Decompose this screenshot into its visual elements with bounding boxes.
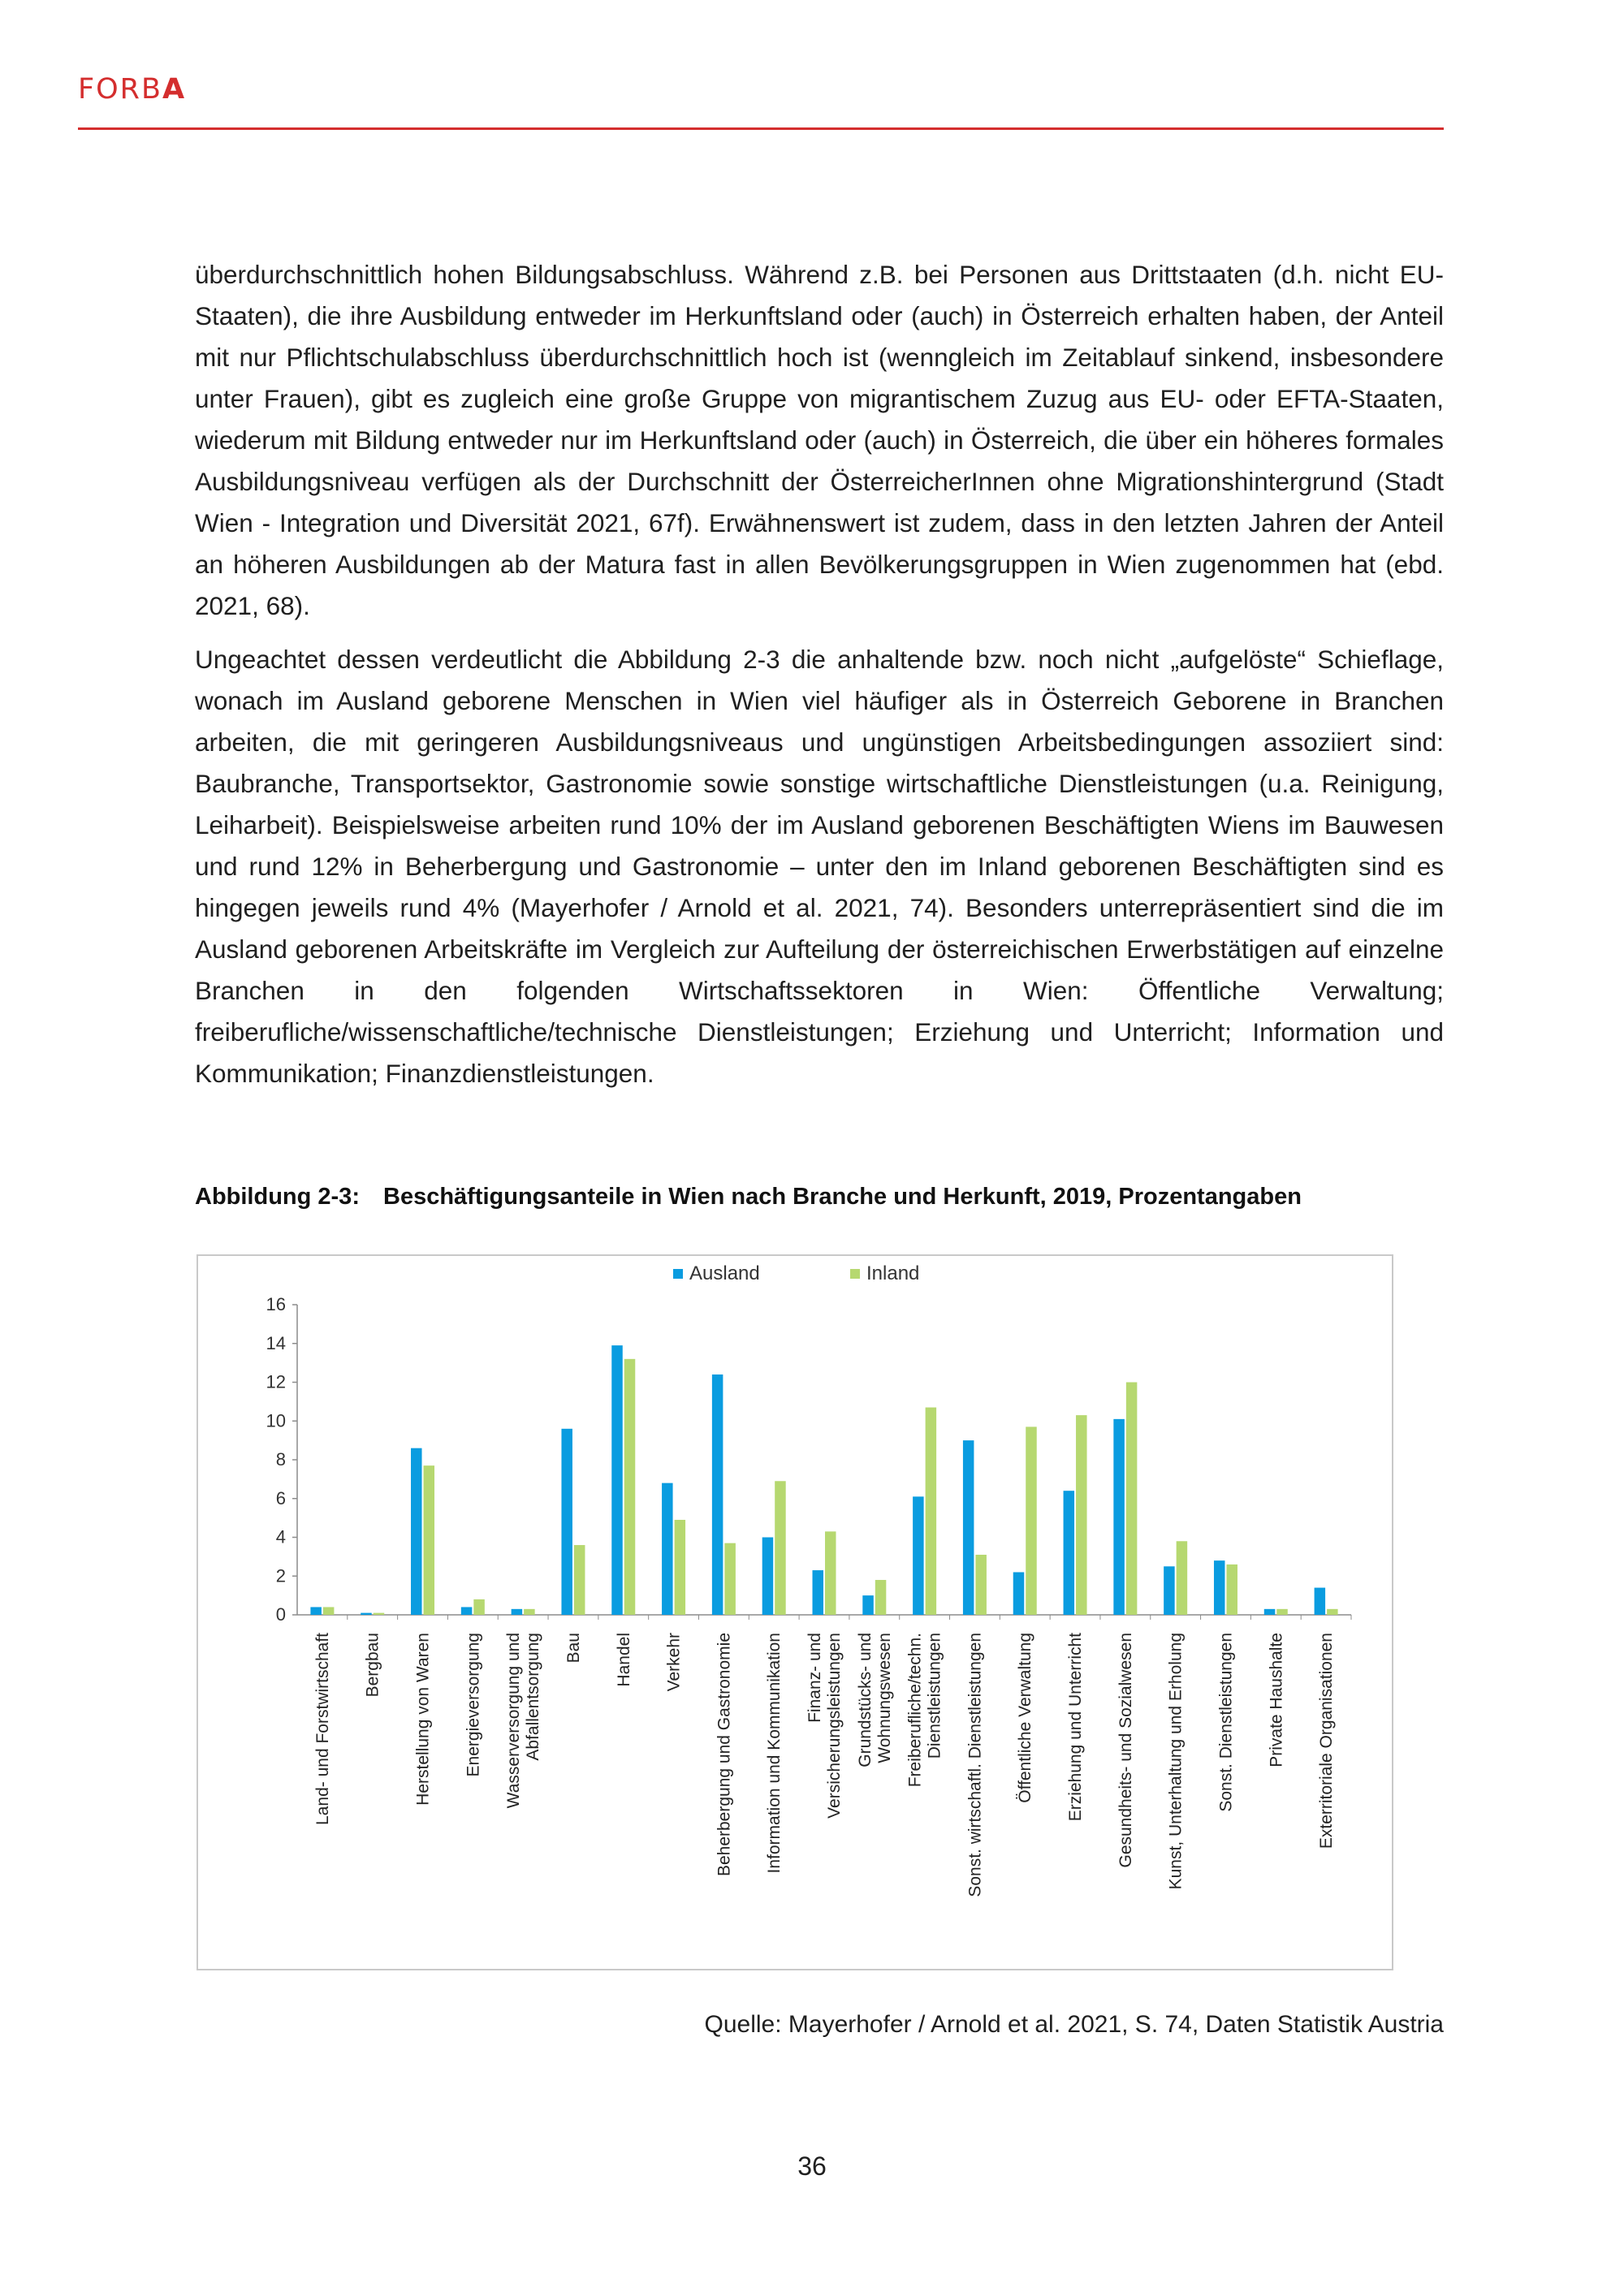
bar-inland (1076, 1415, 1087, 1615)
bar-ausland (512, 1609, 523, 1615)
bar-ausland (762, 1538, 774, 1616)
x-category-label: Wohnungswesen (875, 1633, 894, 1763)
bar-inland (424, 1465, 435, 1615)
x-category-label: Bau (564, 1633, 583, 1664)
x-category-label: Öffentliche Verwaltung (1016, 1633, 1035, 1803)
bar-ausland (461, 1607, 473, 1615)
x-category-label: Gesundheits- und Sozialwesen (1116, 1633, 1135, 1868)
bar-ausland (1214, 1560, 1225, 1615)
bar-ausland (361, 1613, 372, 1615)
bar-inland (724, 1543, 736, 1615)
bar-inland (825, 1531, 836, 1615)
x-category-label: Land- und Forstwirtschaft (313, 1633, 332, 1825)
bar-ausland (561, 1429, 572, 1615)
bar-ausland (1164, 1566, 1175, 1615)
bar-inland (1327, 1609, 1338, 1615)
x-category-label: Wasserversorgung und (504, 1633, 524, 1809)
x-category-label: Handel (614, 1633, 633, 1687)
bar-ausland (1264, 1609, 1276, 1615)
legend-label-ausland: Ausland (689, 1262, 760, 1284)
legend-label-inland: Inland (866, 1262, 920, 1284)
x-category-label: Verkehr (664, 1633, 684, 1692)
x-category-label: Freiberufliche/techn. (905, 1633, 925, 1788)
bar-ausland (662, 1483, 673, 1615)
bar-ausland (310, 1607, 322, 1615)
x-category-label: Exterritoriale Organisationen (1317, 1633, 1337, 1849)
x-category-label: Abfallentsorgung (524, 1633, 543, 1761)
y-tick-label: 2 (275, 1565, 286, 1586)
bar-inland (675, 1520, 686, 1615)
bar-inland (1177, 1541, 1188, 1615)
bar-inland (524, 1609, 535, 1615)
bar-ausland (1013, 1572, 1025, 1615)
figure-title: Beschäftigungsanteile in Wien nach Branche und Herkunft, 2019, Prozentangaben (383, 1184, 1302, 1210)
y-tick-label: 6 (275, 1487, 286, 1508)
bar-inland (323, 1607, 335, 1615)
page-number: 36 (797, 2151, 827, 2181)
legend-swatch-inland (850, 1269, 860, 1279)
bar-inland (473, 1599, 485, 1615)
forba-logo (78, 73, 186, 106)
y-tick-label: 10 (266, 1410, 286, 1431)
x-category-label: Kunst, Unterhaltung und Erholung (1166, 1633, 1186, 1890)
bar-inland (624, 1359, 636, 1615)
figure-source: Quelle: Mayerhofer / Arnold et al. 2021, S. 74, Daten Statistik Austria (704, 2011, 1444, 2038)
bar-inland (975, 1555, 987, 1615)
y-tick-label: 4 (275, 1526, 286, 1547)
x-category-label: Sonst. wirtschaftl. Dienstleistungen (965, 1633, 985, 1897)
bar-inland (374, 1613, 385, 1615)
bar-ausland (813, 1570, 824, 1615)
x-category-label: Grundstücks- und (855, 1633, 875, 1767)
x-category-label: Beherbergung und Gastronomie (715, 1633, 734, 1877)
bar-ausland (611, 1345, 623, 1615)
bar-chart (198, 1256, 1392, 1969)
y-tick-label: 0 (275, 1604, 286, 1625)
bar-ausland (1315, 1588, 1326, 1615)
x-category-label: Sonst. Dienstleistungen (1216, 1633, 1236, 1812)
x-category-label: Versicherungsleistungen (825, 1633, 844, 1819)
logo-text: FORB (78, 73, 163, 106)
bar-ausland (1113, 1419, 1125, 1615)
y-tick-label: 8 (275, 1449, 286, 1470)
header-divider (78, 127, 1444, 130)
bar-ausland (1064, 1491, 1075, 1615)
logo-accent-letter: A (162, 73, 187, 106)
legend-swatch-ausland (673, 1269, 683, 1279)
bar-ausland (963, 1440, 974, 1615)
x-category-label: Erziehung und Unterricht (1066, 1633, 1086, 1822)
bar-ausland (411, 1448, 422, 1615)
body-paragraph-2: Ungeachtet dessen verdeutlicht die Abbildung 2-3 die anhaltende bzw. noch nicht „aufgelöste“ Schieflage, wonach im Ausland geborene Menschen in Wien viel häufiger als in Österreich Geborene in Branchen arbeiten, die mit geringeren Ausbildungsniveaus und ungünstigen Arbeitsbedingungen assoziiert sind: Baubranche, Transportsektor, Gastronomie sowie sonstige wirtschaftliche Dienstleistungen (u.a. Reinigung, Leiharbeit). Beispielsweise arbeiten rund 10% der im Ausland geborenen Beschäftigten Wiens im Bauwesen und rund 12% in Beherbergung und Gastronomie – unter den im Inland geborenen Beschäftigten sind es hingegen jeweils rund 4% (Mayerhofer / Arnold et al. 2021, 74). Besonders unterrepräsentiert sind die im Ausland geborenen Arbeitskräfte im Vergleich zur Aufteilung der österreichischen Erwerbstätigen auf einzelne Branchen in den folgenden Wirtschaftssektoren in Wien: Öffentliche Verwaltung; freiberufliche/wissenschaftliche/technische Dienstleistungen; Erziehung und Unterricht; Information und Kommunikation; Finanzdienstleistungen. (195, 645, 1444, 1088)
figure-number: Abbildung 2-3: (195, 1184, 360, 1210)
bar-inland (875, 1580, 887, 1615)
bar-ausland (862, 1595, 874, 1615)
x-category-label: Energieversorgung (464, 1633, 483, 1777)
x-category-label: Herstellung von Waren (413, 1633, 433, 1806)
figure-caption (195, 1184, 1445, 1211)
y-tick-label: 12 (266, 1371, 286, 1392)
bar-inland (1026, 1426, 1037, 1615)
x-category-label: Bergbau (363, 1633, 382, 1698)
y-tick-label: 14 (266, 1332, 286, 1353)
bar-inland (1126, 1383, 1138, 1616)
x-category-label: Finanz- und (806, 1633, 824, 1723)
bar-inland (775, 1481, 786, 1615)
bar-ausland (913, 1496, 924, 1615)
chart-frame (197, 1254, 1393, 1970)
bar-inland (926, 1408, 937, 1615)
x-category-label: Information und Kommunikation (765, 1633, 784, 1874)
y-tick-label: 16 (266, 1294, 286, 1314)
bar-inland (1276, 1609, 1288, 1615)
bar-ausland (712, 1375, 723, 1615)
body-paragraph-1: überdurchschnittlich hohen Bildungsabschluss. Während z.B. bei Personen aus Drittstaaten (d.h. nicht EU-Staaten), die ihre Ausbildung entweder im Herkunftsland oder (auch) in Österreich erhalten haben, der Anteil mit nur Pflichtschulabschluss überdurchschnittlich hoch ist (wenngleich im Zeitablauf sinkend, insbesondere unter Frauen), gibt es zugleich eine große Gruppe von migrantischem Zuzug aus EU- oder EFTA-Staaten, wiederum mit Bildung entweder nur im Herkunftsland oder (auch) in Österreich, die über ein höheres formales Ausbildungsniveau verfügen als der Durchschnitt der ÖsterreicherInnen ohne Migrationshintergrund (Stadt Wien - Integration und Diversität 2021, 67f). Erwähnenswert ist zudem, dass in den letzten Jahren der Anteil an höheren Ausbildungen ab der Matura fast in allen Bevölkerungsgruppen in Wien zugenommen hat (ebd. 2021, 68). (195, 260, 1444, 620)
x-category-label: Dienstleistungen (925, 1633, 944, 1759)
bar-inland (574, 1545, 585, 1615)
x-category-label: Private Haushalte (1267, 1633, 1286, 1767)
bar-inland (1226, 1564, 1237, 1615)
